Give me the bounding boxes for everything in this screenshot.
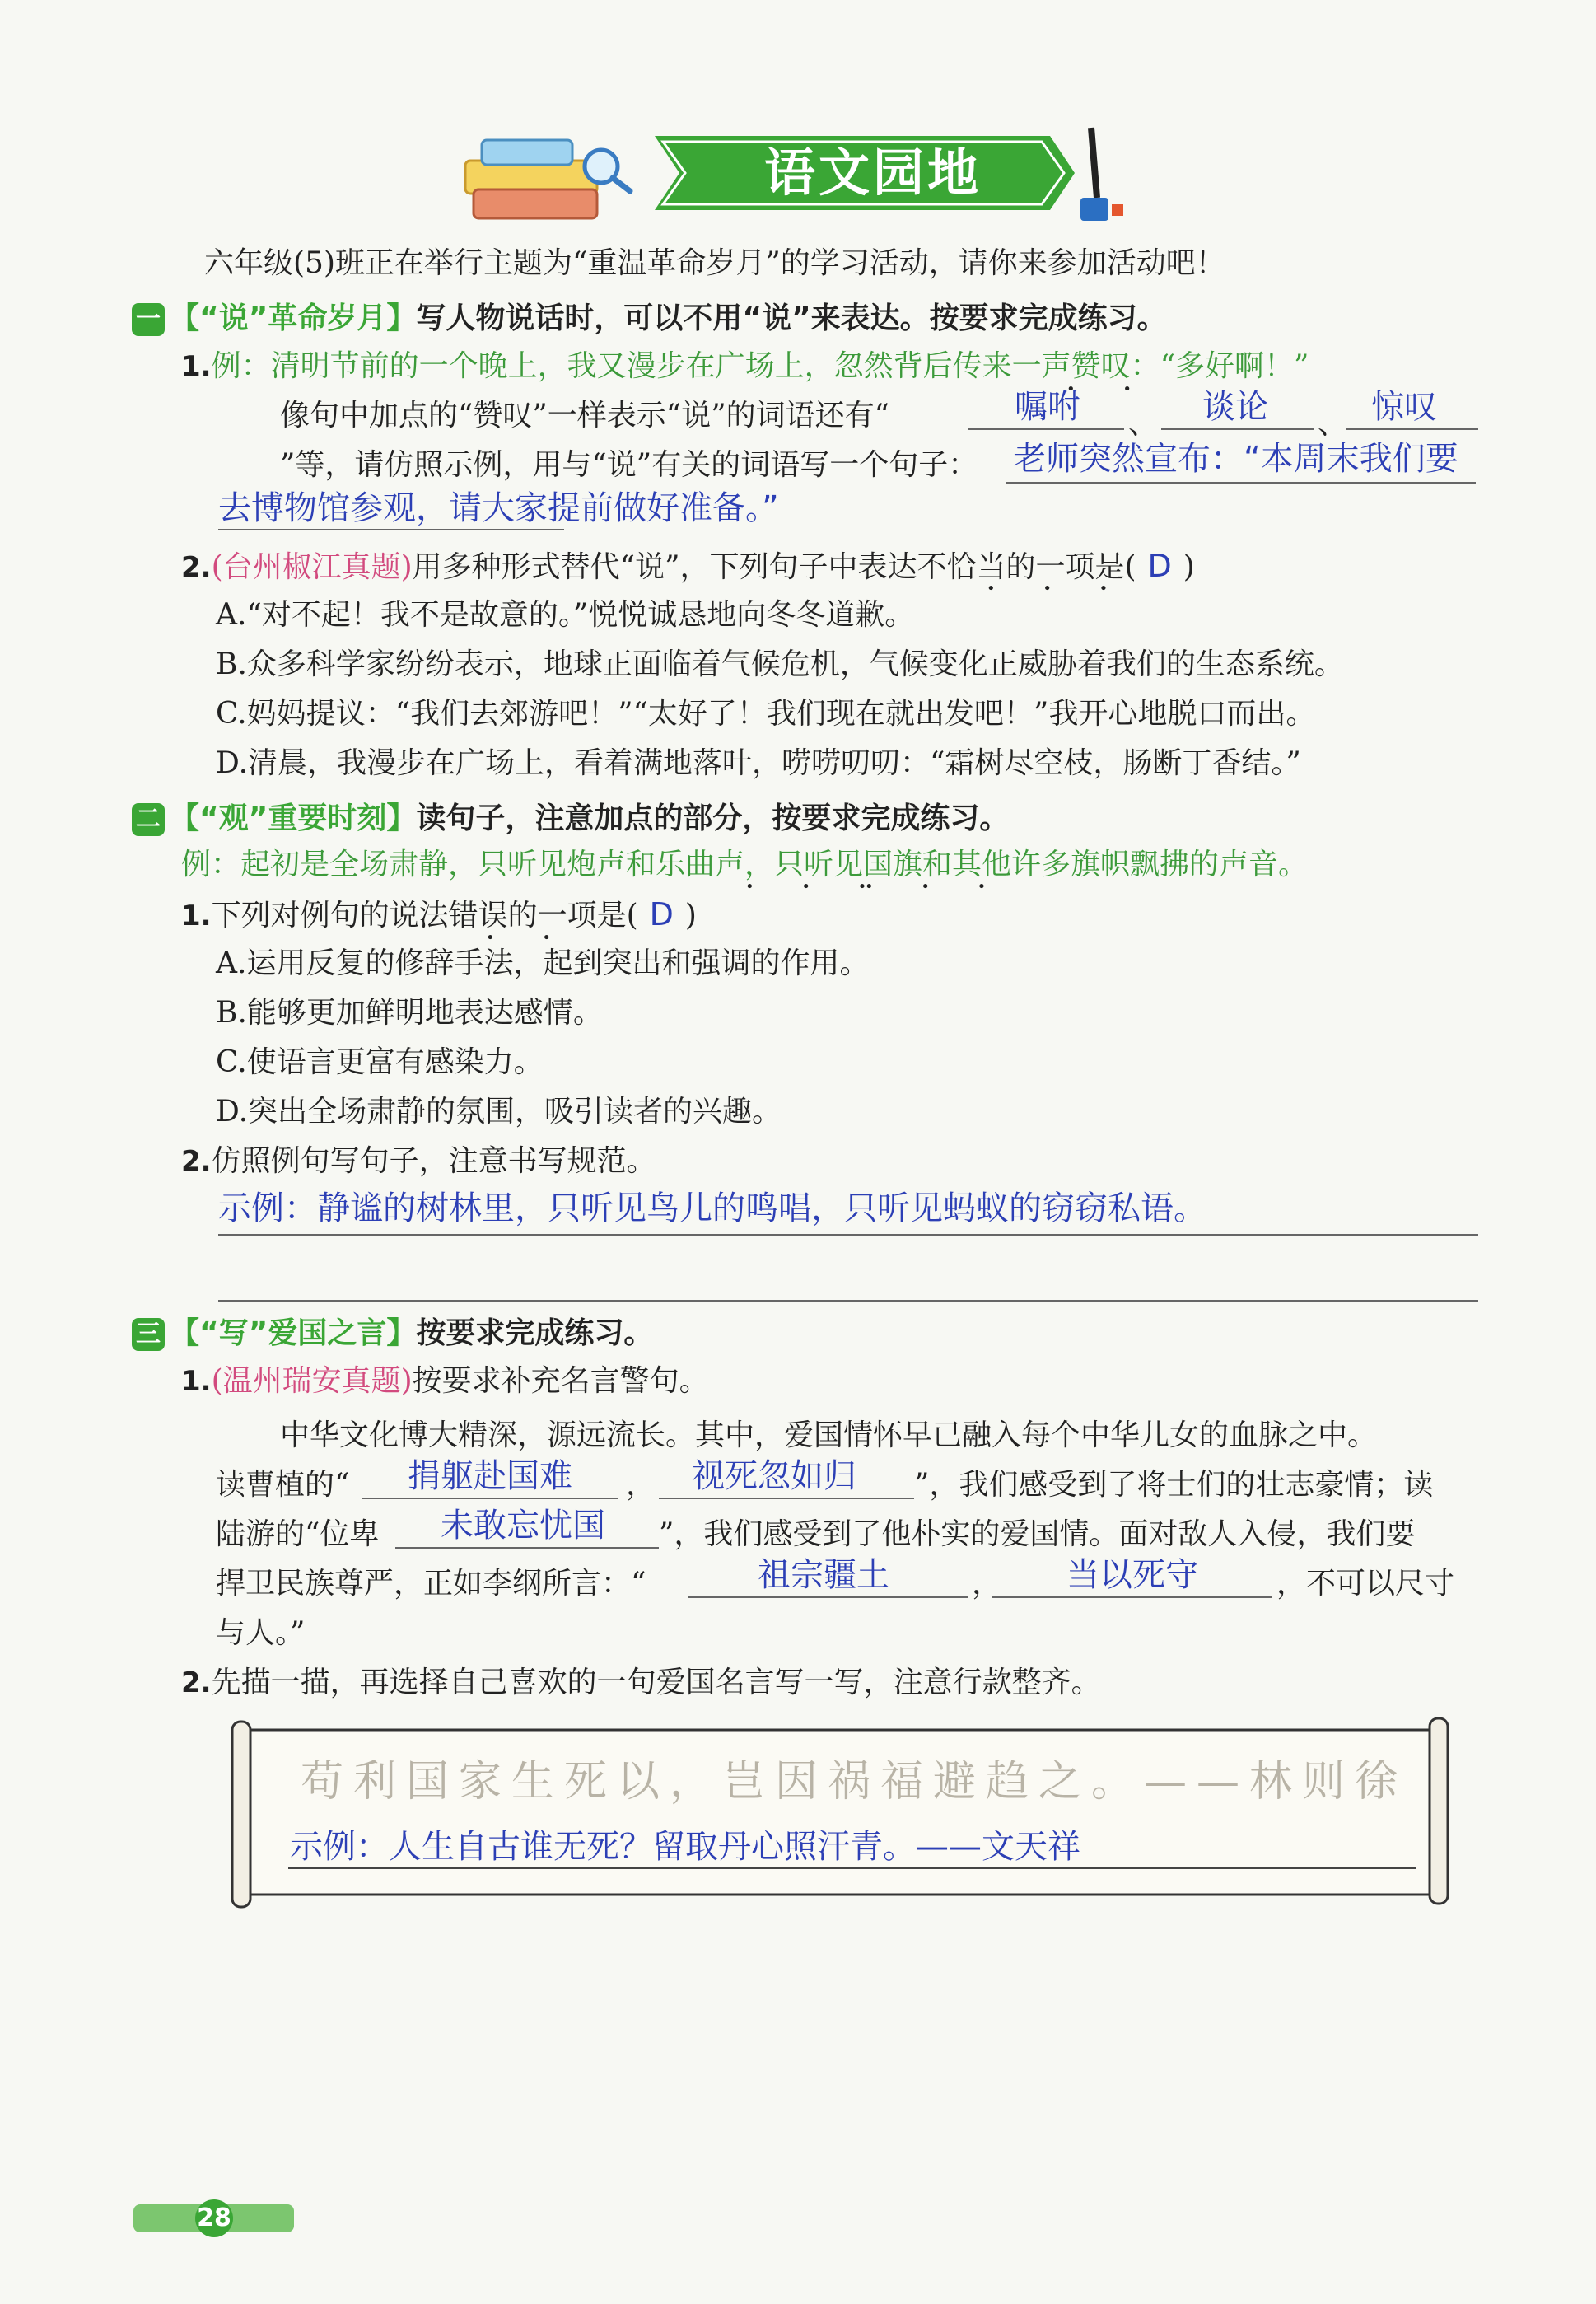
answer-choice: D: [1147, 548, 1172, 584]
s1-q1-line1: [280, 395, 889, 437]
scroll-frame: [222, 1713, 1458, 1911]
answer-line: [968, 428, 1124, 430]
answer-sentence-1: 老师突然宣布：“本周末我们要: [1013, 440, 1458, 478]
page-title: 语文园地: [763, 143, 982, 203]
answer-line: [1006, 482, 1476, 484]
answer-line: [218, 1234, 1478, 1236]
page-number: 28: [197, 2204, 231, 2232]
section3-header: [132, 1310, 653, 1352]
comma: ，: [626, 1468, 656, 1502]
section2-badge: 二: [132, 803, 165, 836]
answer-quote-1: 捐躯赴国难: [408, 1457, 572, 1495]
s1-q2-option-a: A.“对不起！我不是故意的。”悦悦诚恳地向冬冬道歉。: [216, 598, 915, 632]
section1-title: 写人物说话时，可以不用“说”来表达。按要求完成练习。: [416, 301, 1167, 335]
s3-q1-line5: 与人。”: [216, 1616, 306, 1650]
emphasis-dots: • •: [1066, 381, 1153, 398]
separator: 、: [1318, 407, 1348, 441]
question-stem: 仿照例句写句子，注意书写规范。: [211, 1144, 656, 1178]
question-number: 2.: [181, 1145, 212, 1178]
section3-badge: 三: [132, 1318, 165, 1351]
s1-q1-line2: ”等，请仿照示例，用与“说”有关的词语写一个句子：: [280, 448, 978, 482]
answer-line: [1161, 428, 1314, 430]
section3-tag: 【“写”爱国之言】: [170, 1316, 417, 1350]
section2-title: 读句子，注意加点的部分，按要求完成练习。: [416, 801, 1010, 835]
emphasis-dots: • • •: [987, 580, 1130, 597]
answer-choice: D: [649, 896, 674, 932]
answer-line: [218, 1300, 1478, 1302]
answer-quote-3: 未敢忘忧国: [441, 1507, 605, 1545]
answer-word-2: 谈论: [1202, 388, 1268, 426]
s3-q1-line3-start: 陆游的“位卑: [216, 1517, 380, 1551]
s2-q1-option-d: D.突出全场肃静的氛围，吸引读者的兴趣。: [216, 1095, 782, 1129]
s3-q1-para1: 中华文化博大精深，源远流长。其中，爱国情怀早已融入每个中华儿女的血脉之中。: [280, 1418, 1378, 1452]
answer-sentence-2: 去博物馆参观，请大家提前做好准备。”: [218, 489, 779, 527]
s3-q1-line2-end: ”，我们感受到了将士们的壮志豪情；读: [914, 1468, 1434, 1502]
intro-text: 六年级(5)班正在举行主题为“重温革命岁月”的学习活动，请你来参加活动吧！: [204, 246, 1225, 280]
question-number: 1.: [181, 350, 212, 383]
section3-title: 按要求完成练习。: [416, 1316, 654, 1350]
prompt-text: 像句中加点的“赞叹”一样表示“说”的词语还有“: [280, 399, 890, 432]
question-number: 2.: [181, 1666, 212, 1699]
answer-quote-5: 当以死守: [1066, 1556, 1198, 1594]
s3-q1-line4-end: ，不可以尺寸: [1276, 1567, 1455, 1601]
s3-q1-line2-start: 读曹植的“: [216, 1468, 350, 1502]
answer-line: [688, 1596, 968, 1598]
s1-q2-option-c: C.妈妈提议：“我们去郊游吧！”“太好了！我们现在就出发吧！”我开心地脱口而出。: [216, 697, 1316, 731]
emphasis-dots: • •: [486, 929, 572, 946]
answer-word-3: 惊叹: [1371, 388, 1437, 426]
question-number: 1.: [181, 1365, 212, 1398]
answer-quote-4: 祖宗疆土: [758, 1556, 889, 1594]
s3-q1-line3-end: ”，我们感受到了他朴实的爱国情。面对敌人入侵，我们要: [659, 1517, 1416, 1551]
page-number-badge: [133, 2199, 294, 2237]
question-stem: 下列对例句的说法错误的一项是(: [211, 899, 638, 932]
question-source: (温州瑞安真题): [211, 1364, 413, 1398]
section2-tag: 【“观”重要时刻】: [170, 801, 417, 835]
section2-header: [132, 795, 1009, 837]
s3-q1-stem: [181, 1361, 709, 1402]
section2-example: 例：起初是全场肃静，只听见炮声和乐曲声，只听见国旗和其他许多旗帜飘拂的声音。: [181, 848, 1309, 881]
answer-line: [992, 1596, 1272, 1598]
s2-q1-option-b: B.能够更加鲜明地表达感情。: [216, 996, 603, 1030]
question-source: (台州椒江真题): [211, 550, 413, 584]
separator: 、: [1128, 407, 1159, 441]
trace-text: 苟利国家生死以，岂因祸福避趋之。——林则徐: [301, 1757, 1408, 1806]
s2-q2-stem: [181, 1141, 656, 1182]
answer-word-1: 嘱咐: [1015, 388, 1080, 426]
close-paren: ): [684, 899, 697, 932]
answer-line: [395, 1547, 659, 1549]
ink-pen-icon: [1080, 128, 1123, 221]
s3-q1-line4-start: 捍卫民族尊严，正如李纲所言：“: [216, 1567, 646, 1601]
close-paren: ): [1183, 550, 1195, 584]
question-stem: 用多种形式替代“说”，下列句子中表达不恰当的一项是(: [412, 550, 1136, 584]
question-stem: 按要求补充名言警句。: [412, 1364, 709, 1398]
question-stem: 先描一描，再选择自己喜欢的一句爱国名言写一写，注意行款整齐。: [211, 1666, 1101, 1699]
comma: ，: [972, 1567, 1002, 1601]
books-icon: [465, 140, 597, 218]
section1-tag: 【“说”革命岁月】: [170, 301, 417, 335]
s3-q2-stem: [181, 1662, 1101, 1703]
example-sentence: 例：清明节前的一个晚上，我又漫步在广场上，忽然背后传来一声赞叹：“多好啊！”: [211, 349, 1309, 383]
section1-badge: 一: [132, 303, 165, 336]
s2-q2-answer: 示例：静谧的树林里，只听见鸟儿的鸣唱，只听见蚂蚁的窃窃私语。: [218, 1189, 1206, 1227]
s2-q1-option-a: A.运用反复的修辞手法，起到突出和强调的作用。: [216, 946, 870, 980]
answer-quote-2: 视死忽如归: [692, 1457, 856, 1495]
answer-line: [218, 529, 564, 530]
header-banner: [461, 115, 1136, 231]
answer-line: [659, 1498, 914, 1499]
answer-line: [1346, 428, 1478, 430]
question-number: 1.: [181, 900, 212, 932]
writing-scroll: [222, 1713, 1458, 1911]
emphasis-dots: • • •: [865, 878, 1008, 895]
section1-header: [132, 295, 1167, 337]
s2-q1-stem: [181, 894, 697, 937]
s1-q2-option-b: B.众多科学家纷纷表示，地球正面临着气候危机，气候变化正威胁着我们的生态系统。: [216, 647, 1344, 681]
question-number: 2.: [181, 551, 212, 584]
s1-q2-option-d: D.清晨，我漫步在广场上，看着满地落叶，唠唠叨叨：“霜树尽空枝，肠断丁香结。”: [216, 746, 1301, 780]
emphasis-dots: • • •: [745, 878, 889, 895]
s2-q1-option-c: C.使语言更富有感染力。: [216, 1045, 544, 1079]
scroll-answer: 示例：人生自古谁无死？留取丹心照汗青。——文天祥: [290, 1828, 1080, 1866]
